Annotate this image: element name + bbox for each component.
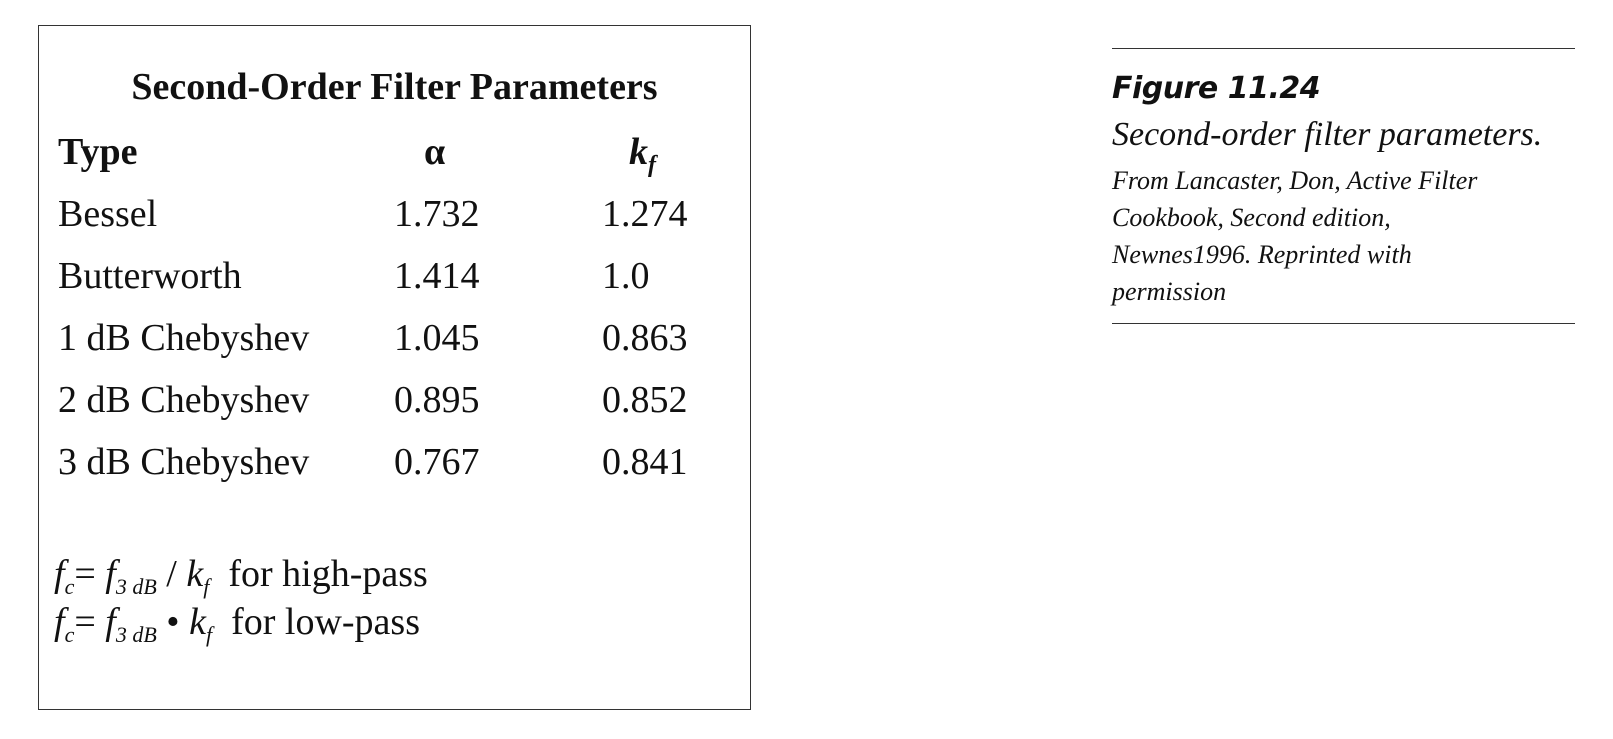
table-row [39, 190, 750, 238]
cell-alpha: 1.414 [394, 255, 480, 297]
cell-kf: 0.852 [602, 379, 688, 421]
cell-kf: 0.863 [602, 317, 688, 359]
cell-kf: 0.841 [602, 441, 688, 483]
cell-kf: 1.274 [602, 193, 688, 235]
cell-type: Bessel [58, 193, 158, 235]
formula-low-pass: $f_c= f_{3 dB}$ • $k_f$ for low-pass [54, 601, 420, 647]
table-title: Second-Order Filter Parameters [131, 66, 658, 108]
header-type: Type [58, 131, 138, 173]
filter-parameters-table [38, 25, 751, 710]
table-row [39, 314, 750, 362]
figure-title: Second-order filter parameters. [1112, 116, 1543, 153]
header-alpha: α [424, 131, 446, 173]
table-row [39, 252, 750, 300]
cell-type: 2 dB Chebyshev [58, 379, 310, 421]
cell-alpha: 1.045 [394, 317, 480, 359]
table-header-row [39, 128, 750, 176]
cell-type: 3 dB Chebyshev [58, 441, 310, 483]
table-row [39, 438, 750, 486]
figure-caption [1112, 48, 1575, 324]
figure-label: Figure 11.24 [1112, 71, 1321, 106]
table-row [39, 376, 750, 424]
cell-alpha: 0.895 [394, 379, 480, 421]
cell-kf: 1.0 [602, 255, 650, 297]
cell-type: 1 dB Chebyshev [58, 317, 310, 359]
cell-type: Butterworth [58, 255, 242, 297]
cell-alpha: 0.767 [394, 441, 480, 483]
header-kf: $k_f$ [629, 131, 656, 178]
formula-high-pass: $f_c= f_{3 dB} / k_f$ for high-pass [54, 553, 428, 599]
cell-alpha: 1.732 [394, 193, 480, 235]
figure-source-credit: From Lancaster, Don, Active Filter Cookbook, Second edition, Newnes1996. Reprinted with permission [1112, 166, 1478, 306]
